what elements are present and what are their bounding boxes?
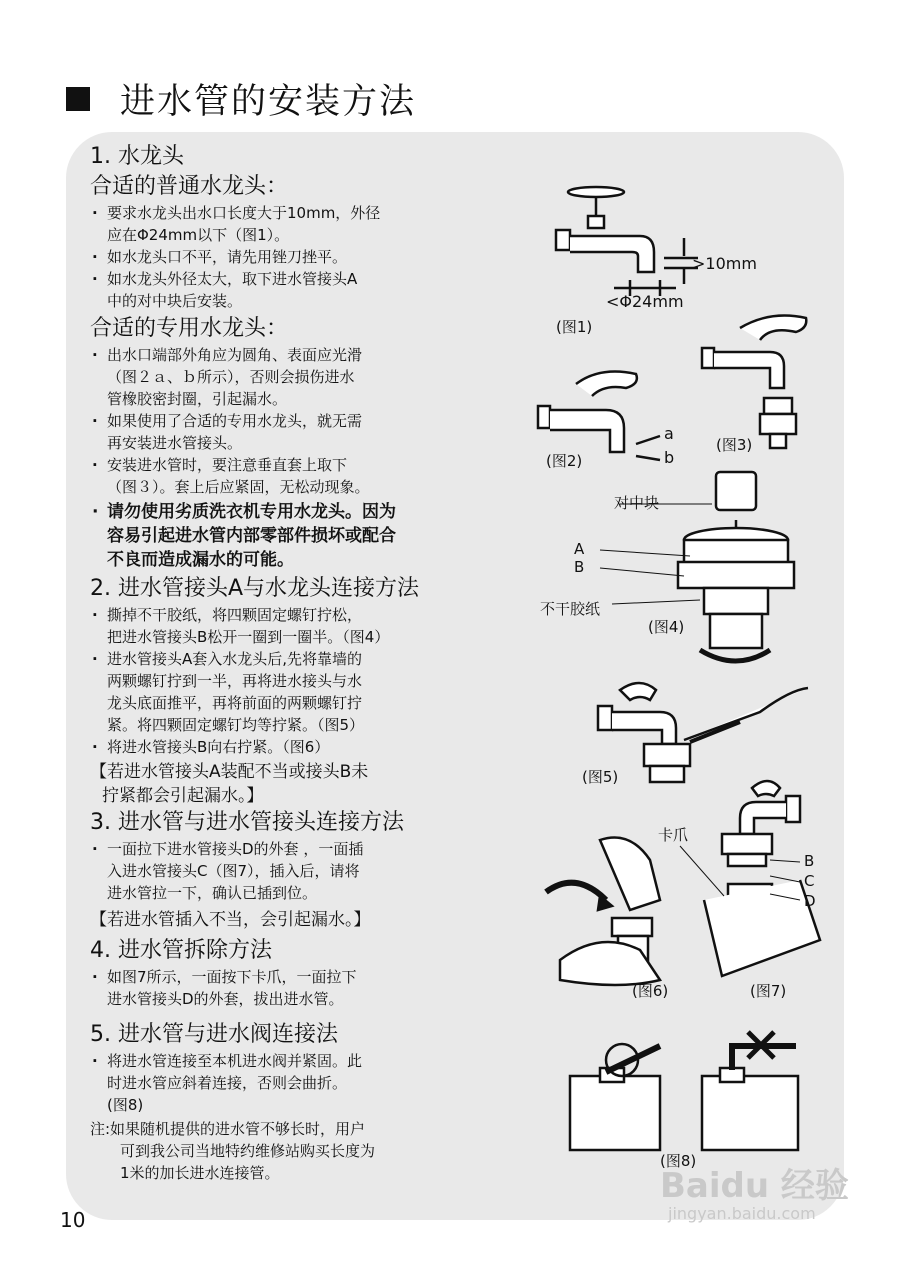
bullet-line: · 如水龙头外径太大，取下进水管接头A	[107, 270, 358, 288]
footnote-line: 可到我公司当地特约维修站购买长度为	[120, 1142, 376, 1160]
dim-10mm-label: >10mm	[692, 254, 757, 273]
bullet-line: 时进水管应斜着连接，否则会曲折。	[107, 1074, 348, 1092]
fig4-label-A: A	[574, 540, 585, 558]
section4-heading: 4. 进水管拆除方法	[90, 938, 272, 963]
section1-heading: 1. 水龙头	[90, 144, 184, 169]
fig1-caption: (图1)	[556, 318, 593, 336]
fig4-caption: (图4)	[648, 618, 685, 636]
fig4-label-B: B	[574, 558, 585, 576]
fig3-caption: (图3)	[716, 436, 753, 454]
fig7-label-B: B	[804, 852, 815, 870]
bullet-line: · 如果使用了合适的专用水龙头，就无需	[107, 412, 363, 430]
fig5-caption: (图5)	[582, 768, 619, 786]
bullet-line: · 将进水管接头B向右拧紧。（图6）	[107, 738, 330, 756]
bullet-line: 入进水管接头C（图7），插入后，请将	[107, 862, 360, 880]
warning-line: 不良而造成漏水的可能。	[107, 550, 294, 570]
center-block-label: 对中块	[614, 494, 660, 512]
bullet-line: · 出水口端部外角应为圆角、表面应光滑	[107, 346, 363, 364]
faucet-fig3-illustration	[702, 316, 806, 448]
bullet-line: · 如图7所示，一面按下卡爪，一面拉下	[107, 968, 357, 986]
warning-line: 容易引起进水管内部零部件损坏或配合	[107, 526, 396, 546]
section2-heading: 2. 进水管接头A与水龙头连接方法	[90, 576, 420, 601]
section5-heading: 5. 进水管与进水阀连接法	[90, 1022, 338, 1047]
fig7-label-C: C	[804, 872, 815, 890]
note-line: 【若进水管接头A装配不当或接头B未	[90, 762, 369, 782]
bullet-line: (图8)	[107, 1096, 144, 1114]
bullet-line: 中的对中块后安装。	[107, 292, 243, 310]
bullet-line: 进水管拉一下，确认已插到位。	[107, 884, 318, 902]
bullet-line: 龙头底面推平，再将前面的两颗螺钉拧	[107, 694, 363, 712]
fig2-label-a: a	[664, 424, 674, 443]
bullet-line: 管橡胶密封圈，引起漏水。	[107, 390, 288, 408]
baidu-watermark-logo: Baidu 经验	[660, 1166, 849, 1206]
bullet-line: · 一面拉下进水管接头D的外套 ，一面插	[107, 840, 364, 858]
fig8-caption: (图8)	[660, 1152, 697, 1170]
bullet-line: （图３）。套上后应紧固，无松动现象。	[107, 478, 370, 496]
faucet-fig5-illustration	[598, 683, 808, 782]
bullet-line: · 如水龙头口不平，请先用锉刀挫平。	[107, 248, 348, 266]
bullet-line: · 将进水管连接至本机进水阀并紧固。此	[107, 1052, 363, 1070]
baidu-watermark-url: jingyan.baidu.com	[668, 1204, 816, 1223]
claw-label: 卡爪	[658, 826, 689, 844]
bullet-line: · 撕掉不干胶纸，将四颗固定螺钉拧松，	[107, 606, 363, 624]
fig7-label-D: D	[804, 892, 816, 910]
section3-heading: 3. 进水管与进水管接头连接方法	[90, 810, 404, 835]
warning-line: · 请勿使用劣质洗衣机专用水龙头。因为	[107, 502, 396, 522]
fig7-caption: (图7)	[750, 982, 787, 1000]
page-number: 10	[60, 1208, 86, 1232]
footnote-line: 注:如果随机提供的进水管不够长时，用户	[90, 1120, 366, 1138]
hand-turning-fig6-illustration	[546, 838, 660, 986]
bullet-line: · 要求水龙头出水口长度大于10mm，外径	[107, 204, 381, 222]
bullet-line: 把进水管接头B松开一圈到一圈半。（图4）	[107, 628, 390, 646]
bullet-line: · 进水管接头A套入水龙头后,先将靠墙的	[107, 650, 363, 668]
dim-24mm-label: <Φ24mm	[606, 292, 684, 311]
sticker-label: 不干胶纸	[540, 600, 601, 618]
bullet-line: （图２ａ、ｂ所示），否则会损伤进水	[107, 368, 355, 386]
footnote-line: 1米的加长进水连接管。	[120, 1164, 280, 1182]
bullet-line: 再安装进水管接头。	[107, 434, 243, 452]
bullet-line: 紧。将四颗固定螺钉均等拧紧。（图5）	[107, 716, 365, 734]
faucet-fig2-illustration	[538, 372, 660, 460]
fig6-caption: (图6)	[632, 982, 669, 1000]
bullet-line: · 安装进水管时，要注意垂直套上取下	[107, 456, 348, 474]
bullet-line: 两颗螺钉拧到一半，再将进水接头与水	[107, 672, 363, 690]
fig2-label-b: b	[664, 448, 675, 467]
page-title: 进水管的安装方法	[120, 82, 417, 122]
faucet-fig7-illustration	[680, 781, 820, 976]
section1-sub1: 合适的普通水龙头：	[90, 174, 289, 199]
note-line: 拧紧都会引起漏水。】	[102, 786, 264, 806]
bullet-line: 进水管接头D的外套，拔出进水管。	[107, 990, 344, 1008]
section1-sub2: 合适的专用水龙头：	[90, 316, 289, 341]
faucet-fig1-illustration	[556, 187, 698, 296]
bullet-line: 应在Φ24mm以下（图1）。	[107, 226, 290, 244]
note-line: 【若进水管插入不当，会引起漏水。】	[90, 910, 371, 930]
valve-fig8-illustration	[570, 1032, 798, 1150]
fig2-caption: (图2)	[546, 452, 583, 470]
